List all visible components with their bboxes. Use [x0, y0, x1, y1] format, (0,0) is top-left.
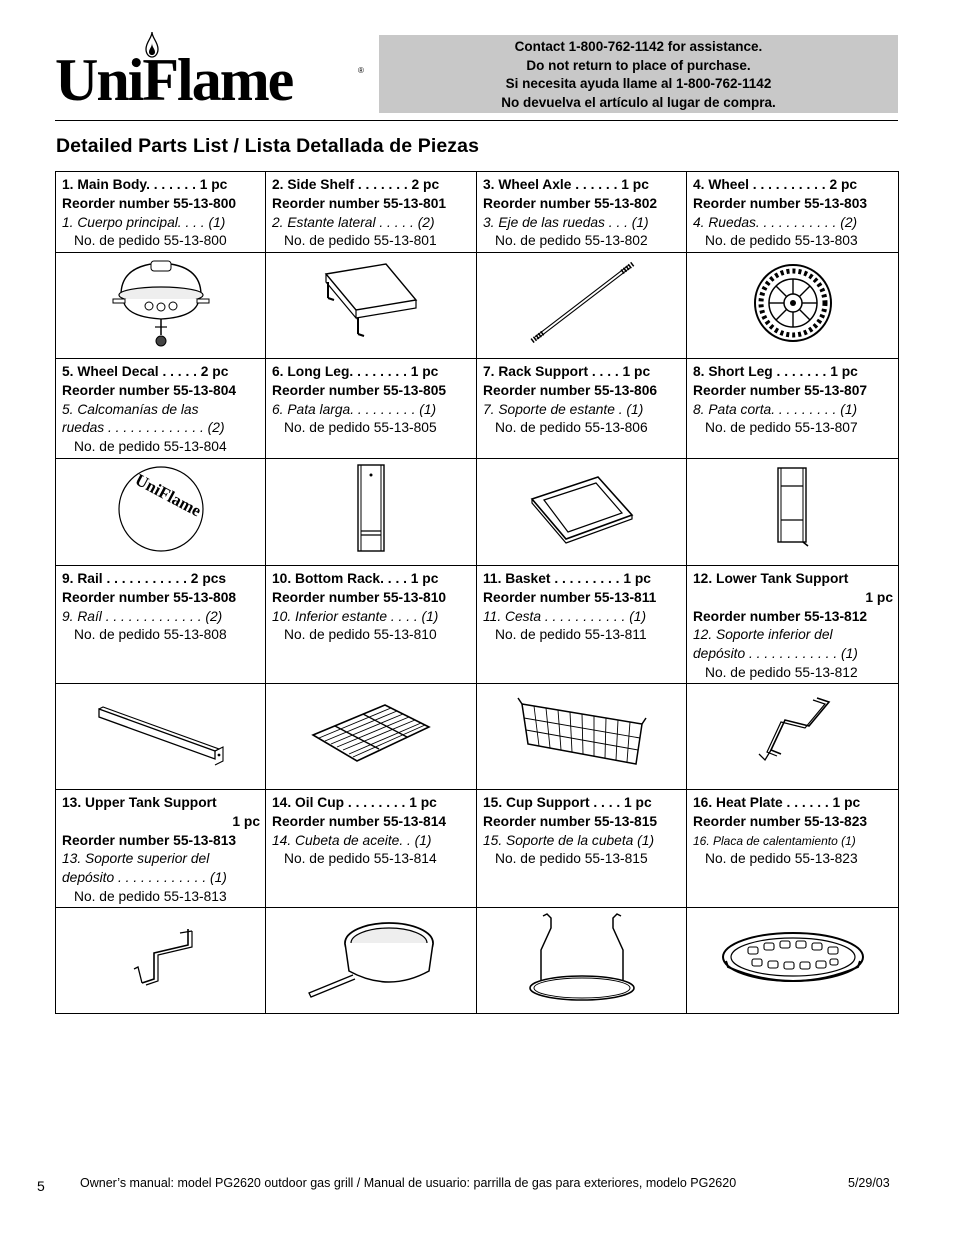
- part-name: 8. Short Leg . . . . . . . 1 pc: [693, 364, 858, 379]
- part-cell-2: [266, 172, 477, 253]
- part-pedido: No. de pedido 55-13-812: [705, 664, 858, 680]
- part-cell-8: [687, 359, 899, 459]
- part-name-es: 12. Soporte inferior del: [693, 627, 833, 643]
- part-name-es: 5. Calcomanías de las: [62, 401, 199, 417]
- part-name: 16. Heat Plate . . . . . . 1 pc: [693, 795, 861, 810]
- part-cell-12: [687, 566, 899, 684]
- part-reorder: Reorder number 55-13-815: [483, 813, 658, 829]
- contact-notice-box: [379, 35, 898, 113]
- part-pedido: No. de pedido 55-13-823: [705, 851, 858, 867]
- part-name: 10. Bottom Rack. . . . 1 pc: [272, 571, 439, 586]
- part-name-es: 2. Estante lateral . . . . . (2): [272, 214, 435, 230]
- lower-tank-support-icon: [745, 692, 841, 776]
- part-image-cell: [266, 684, 477, 790]
- grill-body-icon: [111, 255, 211, 351]
- part-cell-14: [266, 790, 477, 908]
- part-pedido: No. de pedido 55-13-813: [74, 888, 227, 904]
- decal-logo-text: UniFlame: [131, 470, 204, 521]
- part-reorder: Reorder number 55-13-800: [62, 195, 237, 211]
- contact-line-3: Si necesita ayuda llame al 1-800-762-1142: [505, 76, 772, 91]
- parts-text-row: [56, 790, 899, 908]
- part-name-es: 16. Placa de calentamiento (1): [693, 833, 856, 848]
- part-reorder: Reorder number 55-13-801: [272, 195, 447, 211]
- heat-plate-icon: [718, 923, 868, 993]
- part-name: 9. Rail . . . . . . . . . . . 2 pcs: [62, 571, 227, 586]
- part-image-cell: [56, 908, 266, 1014]
- bottom-rack-icon: [307, 699, 435, 769]
- footer-manual-text: Owner’s manual: model PG2620 outdoor gas grill / Manual de usuario: parrilla de gas para exteriores, modelo PG2620: [80, 1176, 737, 1190]
- rail-icon: [91, 699, 231, 769]
- part-reorder: Reorder number 55-13-814: [272, 813, 447, 829]
- part-pedido: No. de pedido 55-13-806: [495, 420, 648, 436]
- part-pedido: No. de pedido 55-13-808: [74, 627, 227, 643]
- part-image-cell: [56, 459, 266, 566]
- parts-image-row: [56, 253, 899, 359]
- part-name-es: 6. Pata larga. . . . . . . . . (1): [272, 401, 437, 417]
- rack-support-icon: [526, 469, 638, 549]
- part-pedido: No. de pedido 55-13-804: [74, 439, 227, 455]
- part-name: 5. Wheel Decal . . . . . 2 pc: [62, 364, 229, 379]
- part-cell-6: [266, 359, 477, 459]
- part-cell-9: [56, 566, 266, 684]
- short-leg-icon: [766, 464, 820, 554]
- part-name-es-cont: depósito . . . . . . . . . . . . (1): [62, 870, 227, 886]
- part-pedido: No. de pedido 55-13-800: [74, 233, 227, 249]
- part-cell-1: [56, 172, 266, 253]
- part-name-es: 9. Raíl . . . . . . . . . . . . . (2): [62, 608, 223, 624]
- part-image-cell: [477, 908, 687, 1014]
- part-image-cell: [266, 253, 477, 359]
- parts-table: [55, 171, 899, 1014]
- page-title: Detailed Parts List / Lista Detallada de Piezas: [56, 135, 480, 157]
- part-name: 2. Side Shelf . . . . . . . 2 pc: [272, 177, 440, 192]
- part-cell-13: [56, 790, 266, 908]
- part-image-cell: [687, 459, 899, 566]
- part-cell-4: [687, 172, 899, 253]
- part-reorder: Reorder number 55-13-806: [483, 382, 658, 398]
- part-pedido: No. de pedido 55-13-814: [284, 851, 437, 867]
- part-name: 13. Upper Tank Support: [62, 795, 217, 810]
- basket-icon: [512, 694, 652, 774]
- part-pedido: No. de pedido 55-13-802: [495, 233, 648, 249]
- part-cell-11: [477, 566, 687, 684]
- part-cell-15: [477, 790, 687, 908]
- part-name: 12. Lower Tank Support: [693, 571, 849, 586]
- part-reorder: Reorder number 55-13-807: [693, 382, 868, 398]
- part-image-cell: [56, 253, 266, 359]
- part-name: 15. Cup Support . . . . 1 pc: [483, 795, 652, 810]
- wheel-icon: [745, 255, 841, 351]
- part-qty: 1 pc: [232, 813, 260, 829]
- part-cell-10: [266, 566, 477, 684]
- part-reorder: Reorder number 55-13-812: [693, 608, 868, 624]
- parts-image-row: [56, 684, 899, 790]
- contact-line-2: Do not return to place of purchase.: [526, 57, 751, 73]
- part-image-cell: [266, 908, 477, 1014]
- uniflame-logo: [55, 30, 375, 115]
- part-cell-7: [477, 359, 687, 459]
- part-name-es: 4. Ruedas. . . . . . . . . . . (2): [693, 214, 858, 230]
- part-name-es-cont: ruedas . . . . . . . . . . . . . (2): [62, 420, 225, 436]
- part-image-cell: [56, 684, 266, 790]
- part-pedido: No. de pedido 55-13-811: [495, 627, 647, 643]
- part-reorder: Reorder number 55-13-810: [272, 589, 447, 605]
- part-name: 14. Oil Cup . . . . . . . . 1 pc: [272, 795, 437, 810]
- part-image-cell: [687, 908, 899, 1014]
- footer-date: 5/29/03: [848, 1176, 890, 1190]
- part-name-es: 3. Eje de las ruedas . . . (1): [483, 214, 649, 230]
- part-pedido: No. de pedido 55-13-807: [705, 420, 858, 436]
- contact-line-4: No devuelva el artículo al lugar de compra.: [501, 94, 776, 110]
- part-reorder: Reorder number 55-13-813: [62, 832, 237, 848]
- part-reorder: Reorder number 55-13-808: [62, 589, 237, 605]
- parts-text-row: [56, 359, 899, 459]
- part-reorder: Reorder number 55-13-804: [62, 382, 237, 398]
- cup-support-icon: [517, 910, 647, 1006]
- part-name-es: 8. Pata corta. . . . . . . . . (1): [693, 401, 858, 417]
- logo-brand-text: UniFlame: [55, 47, 293, 113]
- part-name: 1. Main Body. . . . . . . 1 pc: [62, 177, 228, 192]
- header-divider: [55, 120, 898, 121]
- part-image-cell: [477, 459, 687, 566]
- part-name-es: 7. Soporte de estante . (1): [483, 401, 644, 417]
- part-name: 3. Wheel Axle . . . . . . 1 pc: [483, 177, 649, 192]
- part-reorder: Reorder number 55-13-811: [483, 589, 657, 605]
- part-image-cell: [477, 253, 687, 359]
- part-name-es: 14. Cubeta de aceite. . (1): [272, 832, 432, 848]
- part-image-cell: [477, 684, 687, 790]
- wheel-decal-icon: [113, 461, 209, 557]
- parts-text-row: [56, 172, 899, 253]
- part-name-es: 10. Inferior estante . . . . (1): [272, 608, 439, 624]
- part-name: 11. Basket . . . . . . . . . 1 pc: [483, 571, 651, 586]
- part-pedido: No. de pedido 55-13-810: [284, 627, 437, 643]
- part-image-cell: [687, 253, 899, 359]
- part-cell-16: [687, 790, 899, 908]
- part-name-es: 1. Cuerpo principal. . . . (1): [62, 214, 226, 230]
- part-cell-3: [477, 172, 687, 253]
- part-image-cell: [266, 459, 477, 566]
- part-name-es: 13. Soporte superior del: [62, 851, 210, 867]
- part-reorder: Reorder number 55-13-823: [693, 813, 868, 829]
- part-reorder: Reorder number 55-13-802: [483, 195, 658, 211]
- part-pedido: No. de pedido 55-13-805: [284, 420, 437, 436]
- part-name-es: 11. Cesta . . . . . . . . . . . (1): [483, 608, 647, 624]
- upper-tank-support-icon: [118, 923, 204, 993]
- oil-cup-icon: [301, 913, 441, 1003]
- side-shelf-icon: [316, 260, 426, 346]
- part-reorder: Reorder number 55-13-803: [693, 195, 868, 211]
- part-name-es-cont: depósito . . . . . . . . . . . . (1): [693, 646, 858, 662]
- part-qty: 1 pc: [865, 589, 893, 605]
- part-pedido: No. de pedido 55-13-815: [495, 851, 648, 867]
- part-name: 6. Long Leg. . . . . . . . 1 pc: [272, 364, 439, 379]
- part-pedido: No. de pedido 55-13-803: [705, 233, 858, 249]
- part-name: 7. Rack Support . . . . 1 pc: [483, 364, 651, 379]
- wheel-axle-icon: [522, 258, 642, 348]
- parts-image-row: [56, 459, 899, 566]
- parts-image-row: [56, 908, 899, 1014]
- registered-mark: ®: [358, 66, 364, 75]
- long-leg-icon: [346, 461, 396, 557]
- part-pedido: No. de pedido 55-13-801: [284, 233, 437, 249]
- parts-text-row: [56, 566, 899, 684]
- part-image-cell: [687, 684, 899, 790]
- contact-line-1: Contact 1-800-762-1142 for assistance.: [514, 39, 763, 54]
- part-cell-5: [56, 359, 266, 459]
- part-name: 4. Wheel . . . . . . . . . . 2 pc: [693, 177, 858, 192]
- page-number: 5: [37, 1178, 45, 1194]
- part-reorder: Reorder number 55-13-805: [272, 382, 447, 398]
- part-name-es: 15. Soporte de la cubeta (1): [483, 832, 655, 848]
